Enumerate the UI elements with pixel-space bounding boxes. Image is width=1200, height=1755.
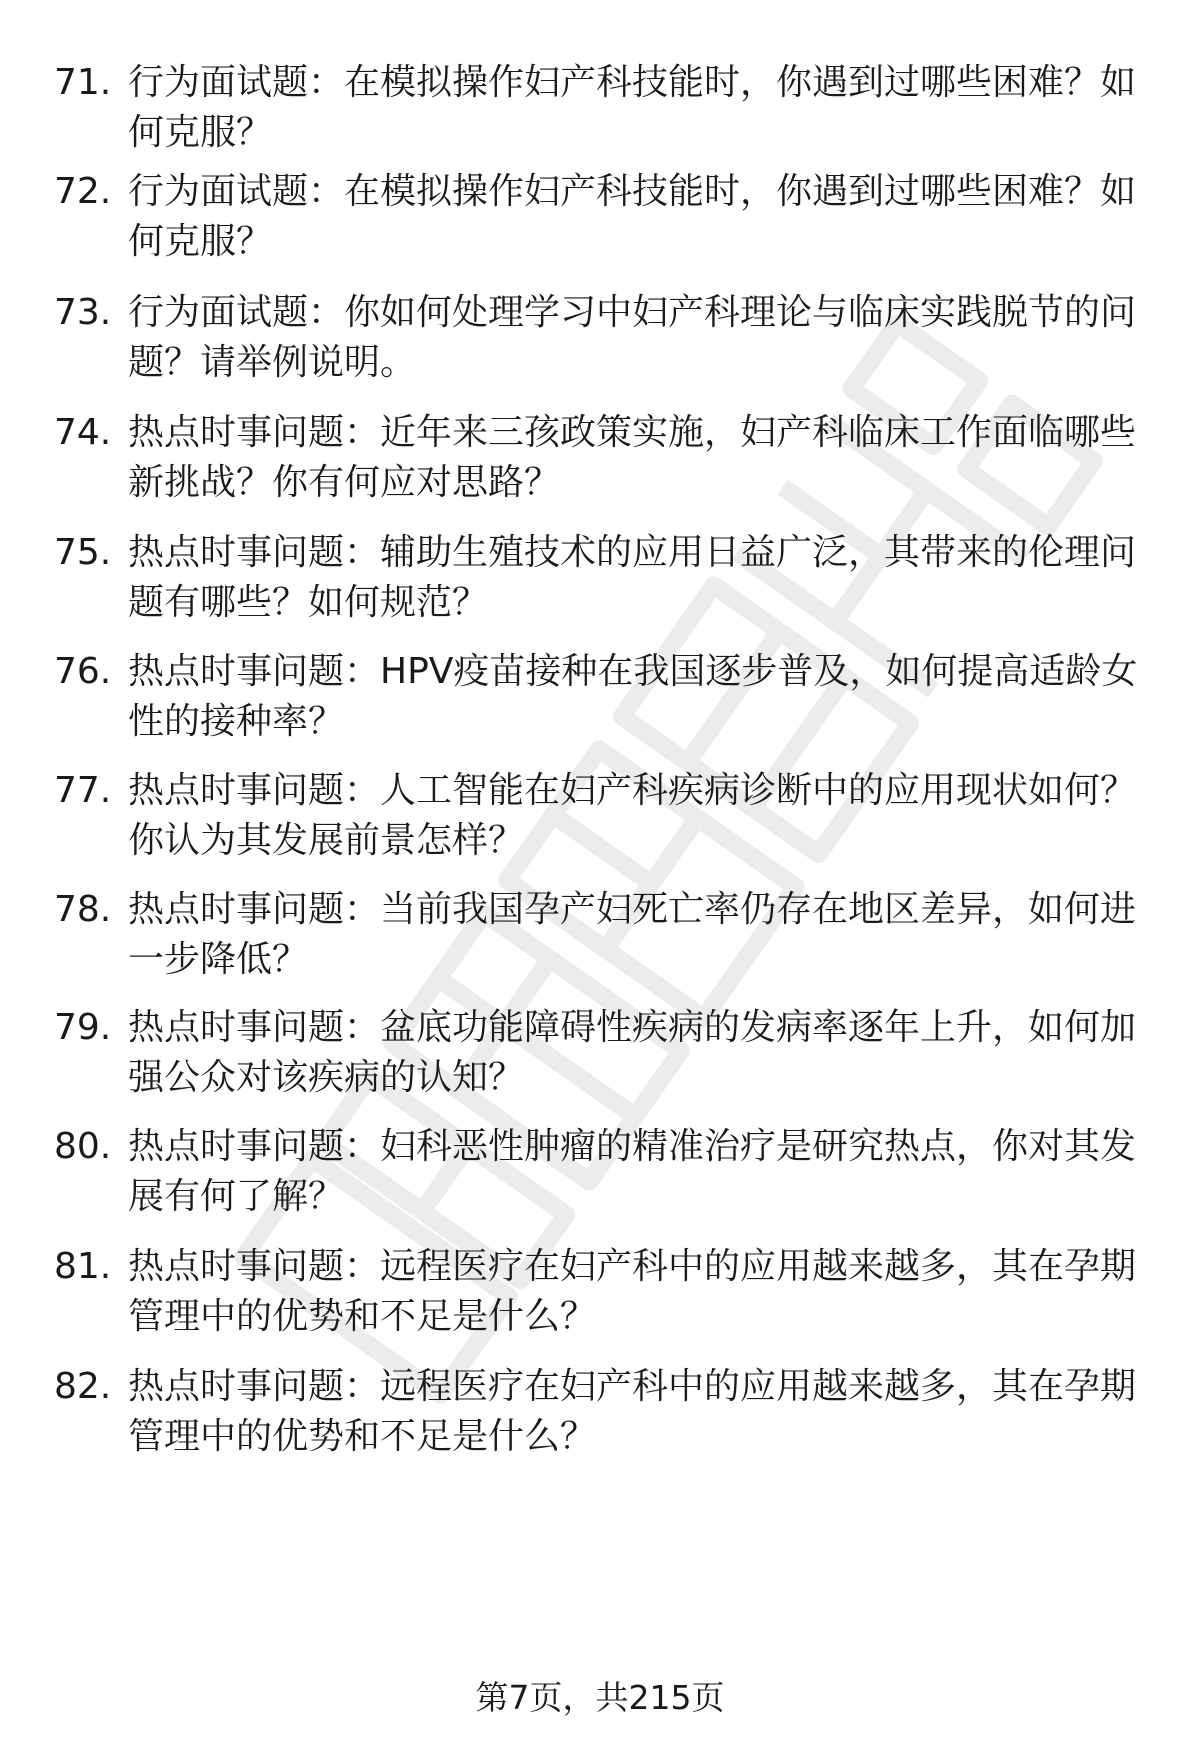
question-text: 热点时事问题：盆底功能障碍性疾病的发病率逐年上升，如何加强公众对该疾病的认知？ [128, 1007, 1137, 1098]
question-number: 82. [54, 1366, 112, 1407]
question-number: 75. [54, 532, 112, 573]
question-text: 热点时事问题：近年来三孩政策实施，妇产科临床工作面临哪些新挑战？你有何应对思路？ [128, 412, 1137, 503]
question-number: 72. [54, 171, 112, 212]
question-text: 热点时事问题：远程医疗在妇产科中的应用越来越多，其在孕期管理中的优势和不足是什么？ [128, 1246, 1137, 1337]
question-text: 热点时事问题：远程医疗在妇产科中的应用越来越多，其在孕期管理中的优势和不足是什么？ [128, 1366, 1137, 1457]
question-text: 热点时事问题：当前我国孕产妇死亡率仍存在地区差异，如何进一步降低？ [128, 889, 1137, 980]
question-number: 77. [54, 770, 112, 811]
question-text: 行为面试题：在模拟操作妇产科技能时，你遇到过哪些困难？如何克服？ [128, 62, 1137, 153]
question-text: 热点时事问题：辅助生殖技术的应用日益广泛，其带来的伦理问题有哪些？如何规范？ [128, 532, 1137, 623]
question-number: 71. [54, 62, 112, 103]
question-number: 73. [54, 292, 112, 333]
question-number: 81. [54, 1246, 112, 1287]
question-text: 热点时事问题：人工智能在妇产科疾病诊断中的应用现状如何？你认为其发展前景怎样？ [128, 770, 1137, 861]
question-text: 行为面试题：在模拟操作妇产科技能时，你遇到过哪些困难？如何克服？ [128, 171, 1137, 262]
question-text: 热点时事问题：HPV疫苗接种在我国逐步普及，如何提高适龄女性的接种率？ [128, 651, 1138, 742]
question-number: 74. [54, 412, 112, 453]
question-number: 79. [54, 1007, 112, 1048]
page-footer: 第7页，共215页 [475, 1678, 725, 1717]
question-text: 热点时事问题：妇科恶性肿瘤的精准治疗是研究热点，你对其发展有何了解？ [128, 1126, 1137, 1217]
question-number: 80. [54, 1126, 112, 1167]
question-text: 行为面试题：你如何处理学习中妇产科理论与临床实践脱节的问题？请举例说明。 [128, 292, 1137, 383]
question-number: 76. [54, 651, 112, 692]
question-number: 78. [54, 889, 112, 930]
